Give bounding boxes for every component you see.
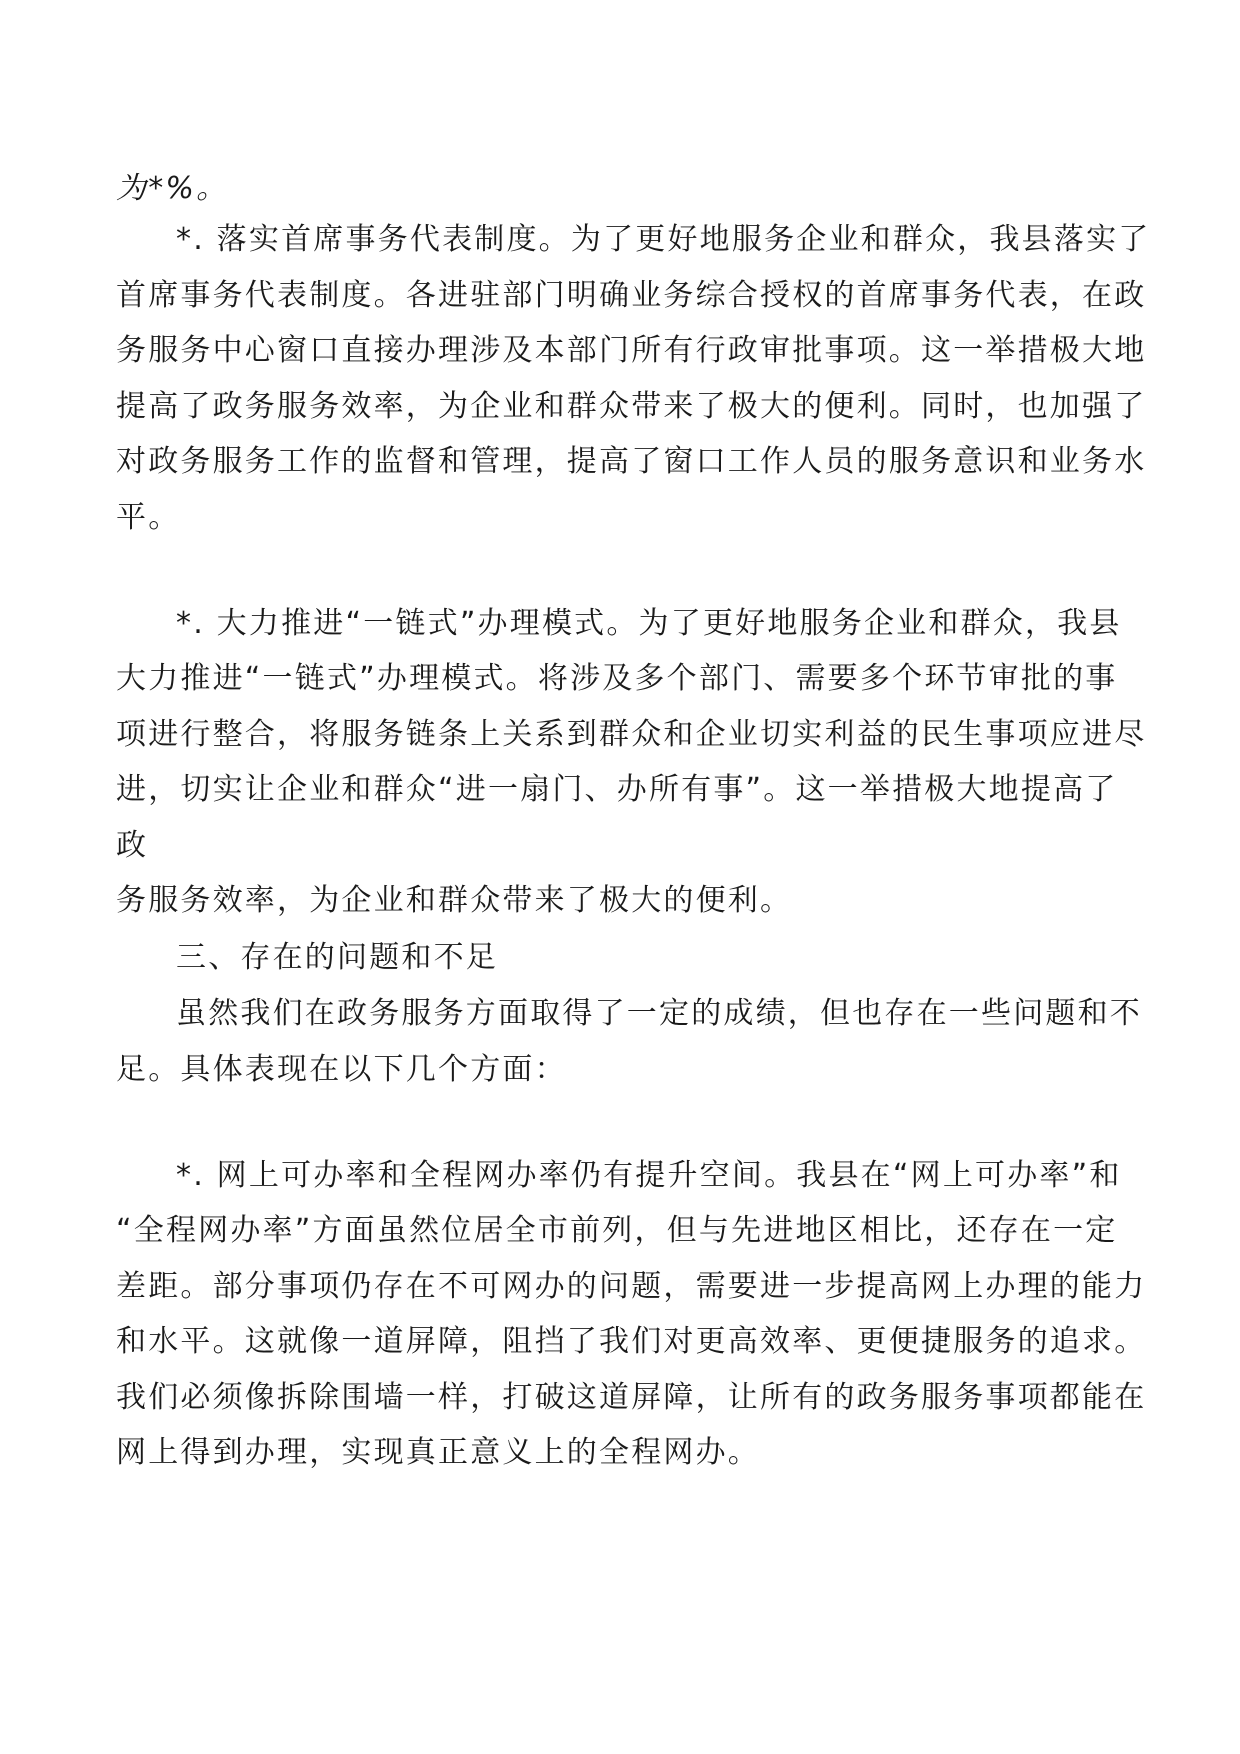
paragraph-line-7: 平。 xyxy=(116,500,181,535)
paragraph-line-15: 虽然我们在政务服务方面取得了一定的成绩，但也存在一些问题和不 xyxy=(176,996,1142,1031)
paragraph-line-10: 项进行整合，将服务链条上关系到群众和企业切实利益的民生事项应进尽 xyxy=(116,717,1147,752)
paragraph-line-1: 为*%。 xyxy=(116,171,229,206)
paragraph-line-9: 大力推进“一链式”办理模式。将涉及多个部门、需要多个环节审批的事 xyxy=(116,661,1118,696)
paragraph-line-13: 务服务效率，为企业和群众带来了极大的便利。 xyxy=(116,883,793,918)
paragraph-line-22: 网上得到办理，实现真正意义上的全程网办。 xyxy=(116,1435,760,1470)
paragraph-line-16: 足。具体表现在以下几个方面： xyxy=(116,1052,567,1087)
paragraph-line-18: “全程网办率”方面虽然位居全市前列，但与先进地区相比，还存在一定 xyxy=(116,1213,1118,1248)
paragraph-line-12: 政 xyxy=(116,828,149,863)
paragraph-line-3: 首席事务代表制度。各进驻部门明确业务综合授权的首席事务代表，在政 xyxy=(116,278,1147,313)
paragraph-line-5: 提高了政务服务效率，为企业和群众带来了极大的便利。同时，也加强了 xyxy=(116,389,1147,424)
paragraph-line-17: *. 网上可办率和全程网办率仍有提升空间。我县在“网上可办率”和 xyxy=(176,1158,1122,1193)
paragraph-line-6: 对政务服务工作的监督和管理，提高了窗口工作人员的服务意识和业务水 xyxy=(116,444,1147,479)
paragraph-line-20: 和水平。这就像一道屏障，阻挡了我们对更高效率、更便捷服务的追求。 xyxy=(116,1324,1147,1359)
paragraph-line-8: *. 大力推进“一链式”办理模式。为了更好地服务企业和群众，我县 xyxy=(176,606,1122,641)
section-heading: 三、存在的问题和不足 xyxy=(176,940,498,975)
paragraph-line-19: 差距。部分事项仍存在不可网办的问题，需要进一步提高网上办理的能力 xyxy=(116,1269,1147,1304)
paragraph-line-2: *. 落实首席事务代表制度。为了更好地服务企业和群众，我县落实了 xyxy=(176,222,1151,257)
paragraph-line-21: 我们必须像拆除围墙一样，打破这道屏障，让所有的政务服务事项都能在 xyxy=(116,1380,1147,1415)
paragraph-line-4: 务服务中心窗口直接办理涉及本部门所有行政审批事项。这一举措极大地 xyxy=(116,333,1147,368)
paragraph-line-11: 进，切实让企业和群众“进一扇门、办所有事”。这一举措极大地提高了 xyxy=(116,772,1118,807)
